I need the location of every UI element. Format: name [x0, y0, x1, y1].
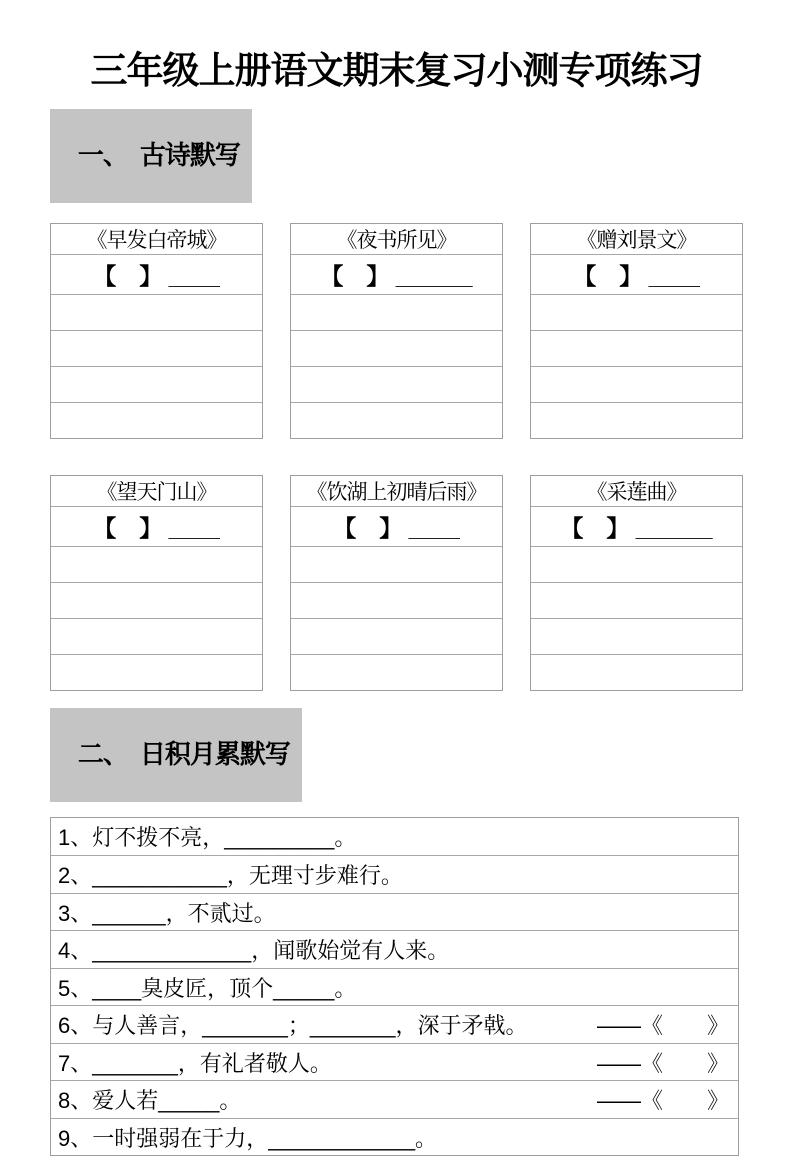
question-text: 4、_____________，闻歌始觉有人来。 — [58, 938, 450, 964]
poem-blank-line — [51, 618, 262, 654]
poem-blank-line — [51, 546, 262, 582]
question-text: 8、爱人若_____。 — [58, 1088, 242, 1114]
question-text: 3、______，不贰过。 — [58, 900, 276, 926]
poem-author-blank-row: 【 】 ____ — [531, 254, 742, 294]
poem-blank-line — [291, 402, 502, 438]
poem-title: 《赠刘景文》 — [576, 229, 697, 253]
poem-title: 《早发白帝城》 — [86, 229, 227, 253]
poem-author-blank-row: 【 】 ____ — [291, 506, 502, 546]
poem-blank-line — [291, 366, 502, 402]
poem-table-zaofabaidicheng — [50, 223, 263, 439]
poem-blank-line — [291, 618, 502, 654]
poem-title: 《饮湖上初晴后雨》 — [306, 481, 487, 505]
question-row-2 — [51, 855, 738, 893]
poem-blank-line — [291, 294, 502, 330]
poem-blank-line — [531, 582, 742, 618]
question-row-5 — [51, 968, 738, 1006]
questions-table — [50, 817, 739, 1157]
question-text: 7、_______，有礼者敬人。 — [58, 1050, 332, 1076]
poem-blank-line — [531, 654, 742, 690]
poem-blank-line — [531, 330, 742, 366]
poem-blank-line — [531, 366, 742, 402]
poem-blank-line — [291, 546, 502, 582]
question-row-4 — [51, 930, 738, 968]
question-text: 6、与人善言，_______；_______，深于矛戟。 — [58, 1013, 528, 1039]
poem-title: 《采莲曲》 — [586, 481, 687, 505]
question-text: 9、一时强弱在于力，____________。 — [58, 1125, 438, 1151]
question-text: 1、灯不拨不亮，_________。 — [58, 825, 357, 851]
poem-blank-line — [531, 294, 742, 330]
poem-blank-line — [51, 654, 262, 690]
question-row-6 — [51, 1005, 738, 1043]
question-text: 2、___________，无理寸步难行。 — [58, 863, 403, 889]
poem-table-wangtianmenshan — [50, 475, 263, 691]
worksheet-page — [0, 48, 793, 1170]
poem-author-blank-row: 【 】 ____ — [51, 254, 262, 294]
poem-blank-line — [291, 330, 502, 366]
poem-blank-line — [51, 366, 262, 402]
poem-blank-line — [51, 402, 262, 438]
poem-table-yinhushangchuqinghouyu — [290, 475, 503, 691]
poem-table-yeshusuojian — [290, 223, 503, 439]
poem-blank-line — [291, 654, 502, 690]
poem-blank-line — [531, 402, 742, 438]
section-two-header — [50, 708, 302, 802]
poem-blank-line — [51, 582, 262, 618]
poem-table-cailianqu — [530, 475, 743, 691]
section-one-header — [50, 109, 252, 203]
question-row-7 — [51, 1043, 738, 1081]
question-text: 5、____臭皮匠，顶个_____。 — [58, 975, 357, 1001]
poem-author-blank-row: 【 】 ______ — [531, 506, 742, 546]
question-source: ——《 》 — [596, 1013, 729, 1039]
poem-blank-line — [51, 294, 262, 330]
poem-blank-line — [51, 330, 262, 366]
poem-table-zengliujingwen — [530, 223, 743, 439]
poem-blank-line — [531, 618, 742, 654]
question-row-9 — [51, 1118, 738, 1156]
poem-group-1 — [50, 223, 743, 439]
poem-author-blank-row: 【 】 ______ — [291, 254, 502, 294]
poem-author-blank-row: 【 】 ____ — [51, 506, 262, 546]
page-title: 三年级上册语文期末复习小测专项练习 — [90, 50, 703, 91]
question-source: ——《 》 — [596, 1050, 729, 1076]
poem-blank-line — [291, 582, 502, 618]
poem-group-2 — [50, 475, 743, 691]
section-two-label: 二、 日积月累默写 — [77, 738, 290, 769]
question-row-3 — [51, 893, 738, 931]
poem-title: 《夜书所见》 — [336, 229, 457, 253]
question-row-8 — [51, 1080, 738, 1118]
poem-blank-line — [531, 546, 742, 582]
question-row-1 — [51, 818, 738, 856]
section-one-label: 一、 古诗默写 — [77, 139, 240, 170]
question-source: ——《 》 — [596, 1088, 729, 1114]
poem-title: 《望天门山》 — [96, 481, 217, 505]
